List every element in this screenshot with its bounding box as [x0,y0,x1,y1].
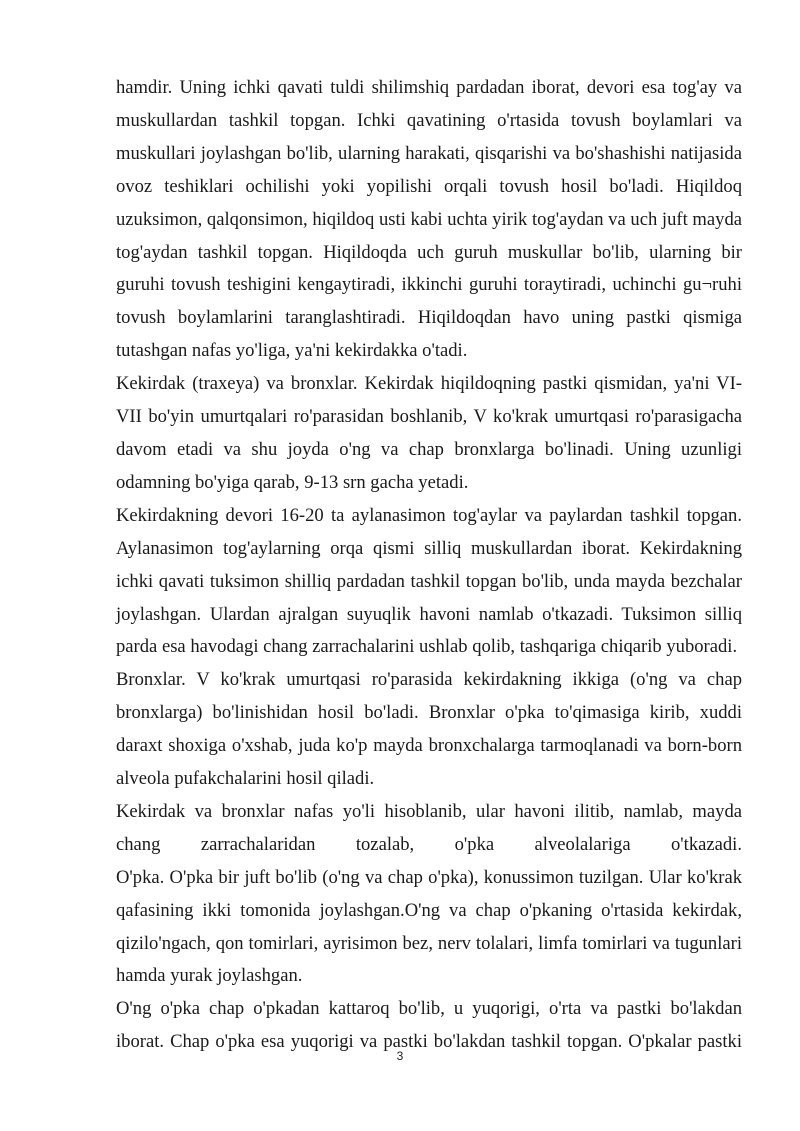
page-number: 3 [396,1049,404,1063]
paragraph: Kekirdakning devori 16-20 ta aylanasimon tog'aylar va paylardan tashkil topgan. Aylanasimon tog'aylarning orqa qismi silliq muskullardan iborat. Kekirdakning ichki qavati tuksimon shilliq pardadan tashkil topgan bo'lib, unda mayda bezchalar joylashgan. Ulardan ajralgan suyuqlik havoni namlab o'tkazadi. Tuksimon silliq parda esa havodagi chang zarrachalarini ushlab qolib, tashqariga chiqarib yuboradi. [116,504,742,658]
paragraph: O'pka. O'pka bir juft bo'lib (o'ng va chap o'pka), konussimon tuzilgan. Ular ko'krak qafasining ikki tomonida joylashgan.O'ng va chap o'pkaning o'rtasida kekirdak, qizilo'ngach, qon tomirlari, ayrisimon bez, nerv tolalari, limfa tomirlari va tugunlari hamda yurak joylashgan. [116,866,742,987]
paragraph: O'ng o'pka chap o'pkadan kattaroq bo'lib, u yuqorigi, o'rta va pastki bo'lakdan iborat. Chap o'pka esa yuqorigi va pastki bo'lakdan tashkil topgan. O'pkalar pastki [116,998,742,1053]
paragraph: Kekirdak (traxeya) va bronxlar. Kekirdak hiqildoqning pastki qismidan, ya'ni VI-VII bo'yin umurtqalari ro'parasidan boshlanib, V ko'krak umurtqasi ro'parasigacha davom etadi va shu joyda o'ng va chap bronxlarga bo'linadi. Uning uzunligi odamning bo'yiga qarab, 9-13 srn gacha yetadi. [116,373,742,493]
paragraph: Kekirdak va bronxlar nafas yo'li hisoblanib, ular havoni ilitib, namlab, mayda chang zarrachalaridan tozalab, o'pka alveolalariga o'tkazadi. [116,800,742,855]
paragraph: Bronxlar. V ko'krak umurtqasi ro'parasida kekirdakning ikkiga (o'ng va chap bronxlarga) bo'linishidan hosil bo'ladi. Bronxlar o'pka to'qimasiga kirib, xuddi daraxt shoxiga o'xshab, juda ko'p mayda bronxchalarga tarmoqlanadi va born-born alveola pufakchalarini hosil qiladi. [116,669,742,790]
paragraph: hamdir. Uning ichki qavati tuldi shilimshiq pardadan iborat, devori esa tog'ay va muskullardan tashkil topgan. Ichki qavatining o'rtasida tovush boylamlari va muskullari joylashgan bo'lib, ularning harakati, qisqarishi va bo'shashishi natijasida ovoz teshiklari ochilishi yoki yopilishi orqali tovush hosil bo'ladi. Hiqildoq uzuksimon, qalqonsimon, hiqildoq usti kabi uchta yirik tog'aydan va uch juft mayda tog'aydan tashkil topgan. Hiqildoqda uch guruh muskullar bo'lib, ularning bir guruhi tovush teshigini kengaytiradi, ikkinchi guruhi toraytiradi, uchinchi gu¬ruhi tovush boylamlarini taranglashtiradi. Hiqildoqdan havo uning pastki qismiga tutashgan nafas yo'liga, ya'ni kekirdakka o'tadi. [116,77,742,362]
body-text [116,72,742,1059]
